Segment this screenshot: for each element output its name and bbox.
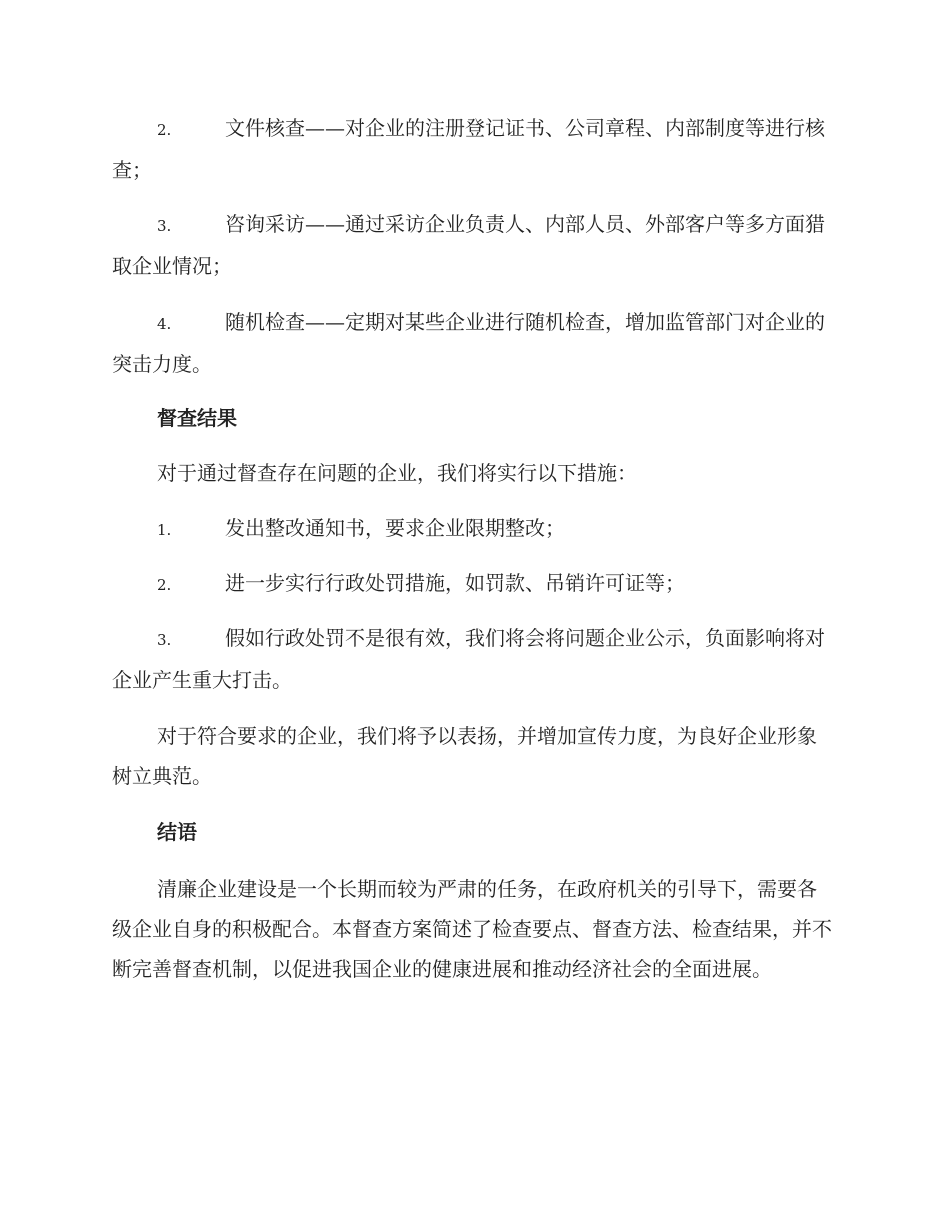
measure-item-rectify xyxy=(112,508,834,550)
measure-item-publicize xyxy=(112,618,834,700)
conclusion-paragraph: 清廉企业建设是一个长期而较为严肃的任务，在政府机关的引导下，需要各级企业自身的积极配合。本督查方案简述了检查要点、督查方法、检查结果，并不断完善督查机制，以促进我国企业的健康进展和推动经济社会的全面进展。 xyxy=(112,877,832,981)
list-number: 4. xyxy=(157,315,172,333)
list-text: 进一步实行行政处罚措施，如罚款、吊销许可证等； xyxy=(225,571,685,595)
list-text: 随机检查——定期对某些企业进行随机检查，增加监管部门对企业的突击力度。 xyxy=(112,310,825,376)
list-text: 文件核查——对企业的注册登记证书、公司章程、内部制度等进行核查； xyxy=(112,116,825,182)
list-number: 3. xyxy=(157,217,172,235)
method-item-file-check xyxy=(112,108,834,190)
list-number: 1. xyxy=(157,521,172,539)
list-text: 咨询采访——通过采访企业负责人、内部人员、外部客户等多方面猎取企业情况； xyxy=(112,212,825,278)
results-heading: 督查结果 xyxy=(157,406,237,430)
list-number: 2. xyxy=(157,121,172,139)
compliant-paragraph: 对于符合要求的企业，我们将予以表扬，并增加宣传力度，为良好企业形象树立典范。 xyxy=(112,724,817,788)
list-number: 3. xyxy=(157,631,172,649)
measure-item-penalty xyxy=(112,563,834,605)
conclusion-heading: 结语 xyxy=(157,820,197,844)
method-item-random-check xyxy=(112,302,834,384)
list-text: 发出整改通知书，要求企业限期整改； xyxy=(225,516,565,540)
method-item-interview xyxy=(112,204,834,286)
results-intro: 对于通过督查存在问题的企业，我们将实行以下措施： xyxy=(157,461,637,485)
list-number: 2. xyxy=(157,576,172,594)
list-text: 假如行政处罚不是很有效，我们将会将问题企业公示，负面影响将对企业产生重大打击。 xyxy=(112,626,825,692)
